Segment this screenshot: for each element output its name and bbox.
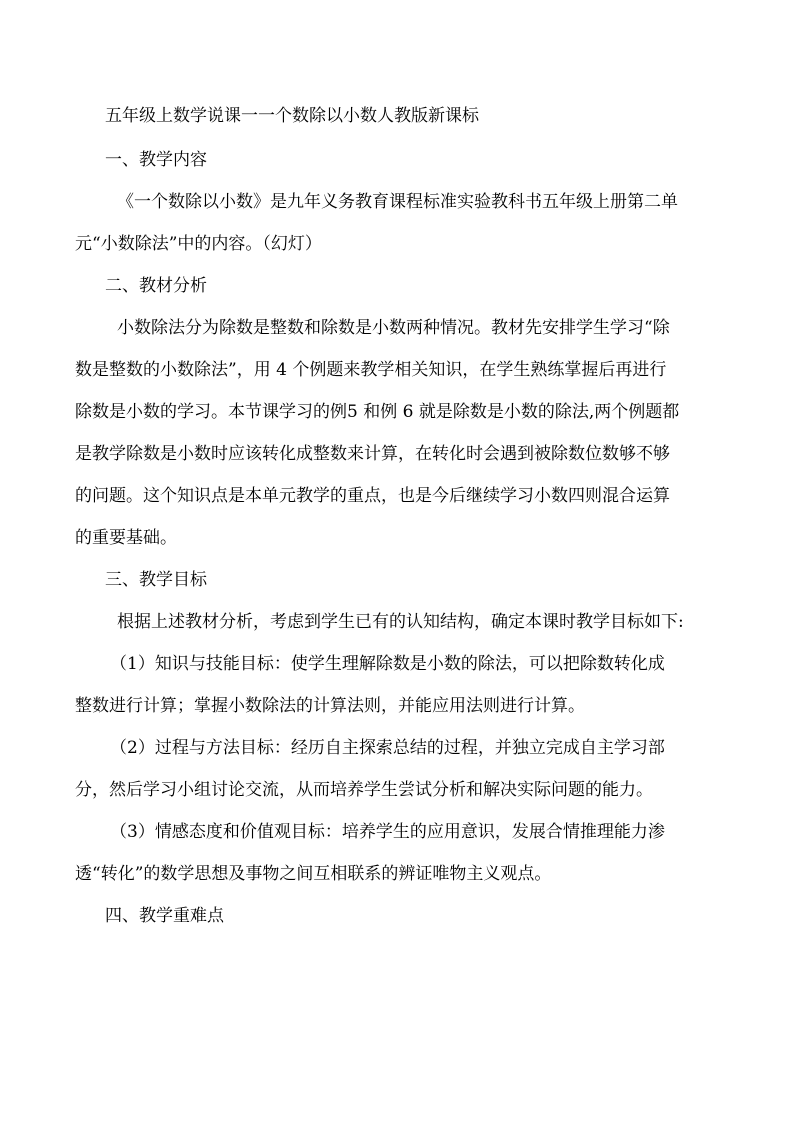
paragraph-line: 的重要基础。: [75, 528, 177, 548]
paragraph-line: （1）知识与技能目标：使学生理解除数是小数的除法，可以把除数转化成: [110, 654, 665, 674]
paragraph-line: 《一个数除以小数》是九年义务教育课程标准实验教科书五年级上册第二单: [117, 192, 678, 212]
paragraph-line: 是教学除数是小数时应该转化成整数来计算，在转化时会遇到被除数位数够不够: [75, 444, 670, 464]
paragraph-line: 除数是小数的学习。本节课学习的例5 和例 6 就是除数是小数的除法,两个例题都: [75, 402, 680, 422]
section-heading: 四、教学重难点: [105, 906, 224, 926]
paragraph-line: 数是整数的小数除法”，用 4 个例题来教学相关知识，在学生熟练掌握后再进行: [75, 360, 667, 380]
paragraph-line: 分，然后学习小组讨论交流，从而培养学生尝试分析和解决实际问题的能力。: [75, 780, 653, 800]
paragraph-line: 的问题。这个知识点是本单元教学的重点，也是今后继续学习小数四则混合运算: [75, 486, 670, 506]
section-heading: 一、教学内容: [105, 150, 207, 170]
document-title: 五年级上数学说课一一个数除以小数人教版新课标: [105, 106, 479, 126]
paragraph-line: （3）情感态度和价值观目标：培养学生的应用意识，发展合情推理能力渗: [110, 822, 665, 842]
section-heading: 二、教材分析: [105, 276, 207, 296]
paragraph-line: （2）过程与方法目标：经历自主探索总结的过程，并独立完成自主学习部: [110, 738, 665, 758]
paragraph-line: 透“转化”的数学思想及事物之间互相联系的辨证唯物主义观点。: [75, 864, 552, 884]
section-heading: 三、教学目标: [105, 570, 207, 590]
paragraph-line: 小数除法分为除数是整数和除数是小数两种情况。教材先安排学生学习“除: [117, 318, 670, 338]
paragraph-line: 根据上述教材分析，考虑到学生已有的认知结构，确定本课时教学目标如下:: [117, 612, 684, 632]
paragraph-line: 整数进行计算；掌握小数除法的计算法则，并能应用法则进行计算。: [75, 696, 585, 716]
paragraph-line: 元“小数除法”中的内容。（幻灯）: [75, 234, 322, 254]
